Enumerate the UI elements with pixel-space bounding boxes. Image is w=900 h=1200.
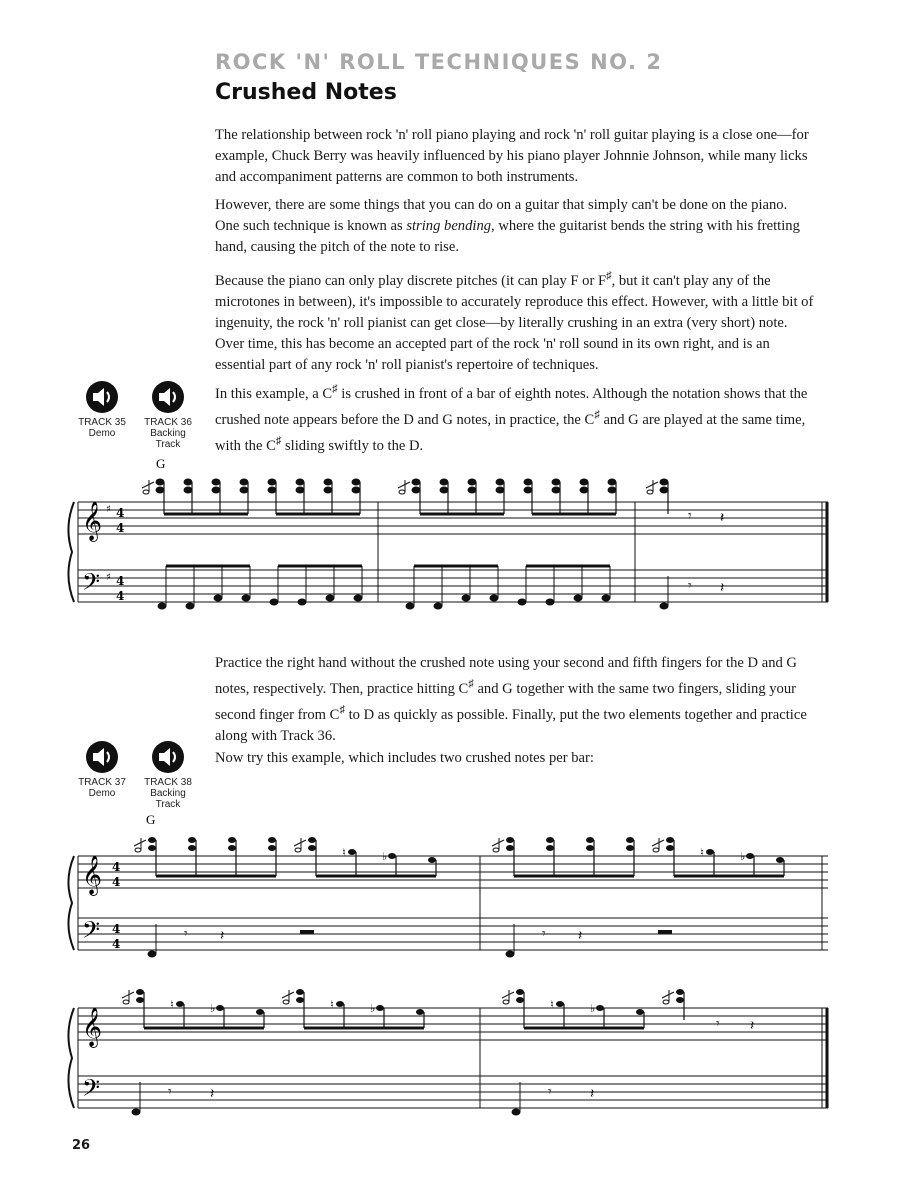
music-system-1 bbox=[60, 452, 840, 622]
page-number: 26 bbox=[72, 1138, 91, 1153]
time-sig-bottom: 4 bbox=[116, 589, 125, 603]
paragraph-example-2: Now try this example, which includes two crushed notes per bar: bbox=[215, 750, 594, 766]
bass-rests-2 bbox=[184, 926, 672, 944]
text-run: and G are played at the same time, with the C bbox=[215, 411, 806, 454]
treble-clef: 𝄞 bbox=[82, 855, 103, 895]
chord-symbol: G bbox=[146, 812, 156, 827]
treble-clef: 𝄞 bbox=[82, 1007, 103, 1047]
treble-notes-3 bbox=[136, 989, 684, 1015]
time-sig-bottom: 4 bbox=[116, 521, 125, 535]
svg-text:𝄽: 𝄽 bbox=[220, 928, 225, 944]
bass-notes-2 bbox=[148, 924, 514, 957]
sharp-symbol: ♯ bbox=[275, 434, 282, 447]
treble-notes-2 bbox=[148, 837, 784, 863]
key-sharp: ♯ bbox=[106, 572, 111, 583]
sharp-symbol: ♯ bbox=[332, 383, 338, 395]
track-36-button[interactable] bbox=[138, 380, 198, 450]
chord-symbol: G bbox=[156, 456, 166, 471]
paragraph-intro: The relationship between rock 'n' roll piano playing and rock 'n' roll guitar playing is a close one—for example, Chuck Berry was heavily influenced by his piano player Johnnie Johnson, while many licks and accompaniment patterns are common to both instruments. bbox=[215, 127, 809, 185]
text-run: In this example, a C bbox=[215, 385, 333, 402]
svg-text:𝄽: 𝄽 bbox=[720, 510, 725, 526]
svg-text:𝄾: 𝄾 bbox=[716, 1016, 720, 1032]
text-run: to D as quickly as possible. Finally, put the two elements together and practice along with Track 36. bbox=[215, 706, 807, 744]
time-sig-top: 4 bbox=[116, 574, 125, 588]
natural-sign: ♮ bbox=[700, 846, 704, 859]
natural-sign: ♮ bbox=[330, 998, 334, 1011]
key-sharp: ♯ bbox=[106, 504, 111, 515]
music-system-2 bbox=[60, 810, 840, 960]
svg-text:𝄽: 𝄽 bbox=[720, 580, 725, 596]
paragraph-string-bending bbox=[215, 195, 815, 258]
speaker-icon bbox=[151, 380, 185, 414]
svg-text:𝄾: 𝄾 bbox=[542, 926, 546, 942]
speaker-icon bbox=[85, 740, 119, 774]
sharp-symbol: ♯ bbox=[339, 703, 345, 716]
series-heading: ROCK 'N' ROLL TECHNIQUES NO. 2 bbox=[215, 50, 663, 74]
sharp-symbol: ♯ bbox=[606, 270, 612, 282]
svg-text:𝄾: 𝄾 bbox=[184, 926, 188, 942]
text-run: and G together with the same two fingers, sliding your second finger from C bbox=[215, 680, 797, 723]
sharp-symbol: ♯ bbox=[594, 408, 600, 421]
rests-1 bbox=[688, 508, 724, 596]
treble-notes-1 bbox=[156, 479, 668, 493]
track-type: Backing Track bbox=[150, 428, 186, 450]
bass-clef: 𝄢 bbox=[82, 916, 101, 949]
text-run: Because the piano can only play discrete pitches (it can play F or F bbox=[215, 272, 607, 289]
text-run: where the guitarist bends the string with his fretting hand, causing the pitch of the note to rise. bbox=[215, 218, 800, 255]
speaker-icon bbox=[151, 740, 185, 774]
paragraph-practice bbox=[215, 653, 815, 747]
svg-text:𝄾: 𝄾 bbox=[168, 1084, 172, 1100]
text-run: sliding swiftly to the D. bbox=[281, 437, 424, 454]
track-37-button[interactable] bbox=[72, 740, 132, 799]
track-38-button[interactable] bbox=[138, 740, 198, 810]
accidentals-2 bbox=[342, 846, 745, 863]
treble-stems-3 bbox=[144, 992, 684, 1028]
text-run: is crushed in front of a bar of eighth notes. Although the notation shows that the crushed note appears before the D and G notes, in practice, the C bbox=[215, 385, 808, 428]
page-title: Crushed Notes bbox=[215, 80, 397, 105]
time-sig-bottom: 4 bbox=[112, 937, 121, 951]
term-string-bending: string bending, bbox=[406, 218, 495, 234]
text-run: Practice the right hand without the crushed note using your second and fifth fingers for the D and G notes, respectively. Then, practice hitting C bbox=[215, 655, 797, 697]
natural-sign: ♮ bbox=[342, 846, 346, 859]
text-run: However, there are some things that you can do on a guitar that simply can't be done on the piano. One such technique is known as bbox=[215, 197, 788, 234]
track-number: TRACK 37 bbox=[78, 777, 126, 788]
track-number: TRACK 36 bbox=[144, 417, 192, 428]
natural-sign: ♮ bbox=[170, 998, 174, 1011]
track-number: TRACK 38 bbox=[144, 777, 192, 788]
track-type: Demo bbox=[88, 428, 116, 439]
track-type: Demo bbox=[88, 788, 116, 799]
svg-text:𝄽: 𝄽 bbox=[578, 928, 583, 944]
grace-notes-2 bbox=[134, 838, 664, 852]
time-sig-top: 4 bbox=[112, 860, 121, 874]
svg-text:𝄾: 𝄾 bbox=[548, 1084, 552, 1100]
bass-clef: 𝄢 bbox=[82, 568, 101, 601]
music-system-3 bbox=[60, 970, 840, 1120]
bass-notes-1 bbox=[158, 566, 668, 609]
svg-text:𝄾: 𝄾 bbox=[688, 578, 692, 594]
svg-text:𝄽: 𝄽 bbox=[210, 1086, 215, 1102]
flat-sign: ♭ bbox=[590, 1002, 596, 1015]
flat-sign: ♭ bbox=[382, 850, 388, 863]
paragraph-crushing bbox=[215, 266, 815, 376]
sharp-symbol: ♯ bbox=[468, 678, 474, 690]
natural-sign: ♮ bbox=[550, 998, 554, 1011]
flat-sign: ♭ bbox=[210, 1002, 216, 1015]
time-sig-bottom: 4 bbox=[112, 875, 121, 889]
treble-stems-2 bbox=[156, 840, 784, 876]
treble-clef: 𝄞 bbox=[82, 501, 103, 541]
bass-notes-3 bbox=[132, 1082, 520, 1115]
track-35-button[interactable] bbox=[72, 380, 132, 439]
svg-text:𝄾: 𝄾 bbox=[688, 508, 692, 524]
speaker-icon bbox=[85, 380, 119, 414]
flat-sign: ♭ bbox=[370, 1002, 376, 1015]
time-sig-top: 4 bbox=[116, 506, 125, 520]
flat-sign: ♭ bbox=[740, 850, 746, 863]
svg-text:𝄽: 𝄽 bbox=[750, 1018, 755, 1034]
paragraph-example-1 bbox=[215, 379, 815, 457]
text-run: , but it can't play any of the microtones in between), it's impossible to accurately reproduce this effect. However, with a little bit of ingenuity, the rock 'n' roll pianist can get close—by literally crushing in an extra (very short) note. Over time, this has become an accepted part of the rock 'n' roll sound in its own right, and is an essential part of any rock 'n' roll pianist's repertoire of techniques. bbox=[215, 272, 814, 373]
svg-text:𝄽: 𝄽 bbox=[590, 1086, 595, 1102]
track-type: Backing Track bbox=[150, 788, 186, 810]
bass-clef: 𝄢 bbox=[82, 1074, 101, 1107]
time-sig-top: 4 bbox=[112, 922, 121, 936]
track-number: TRACK 35 bbox=[78, 417, 126, 428]
